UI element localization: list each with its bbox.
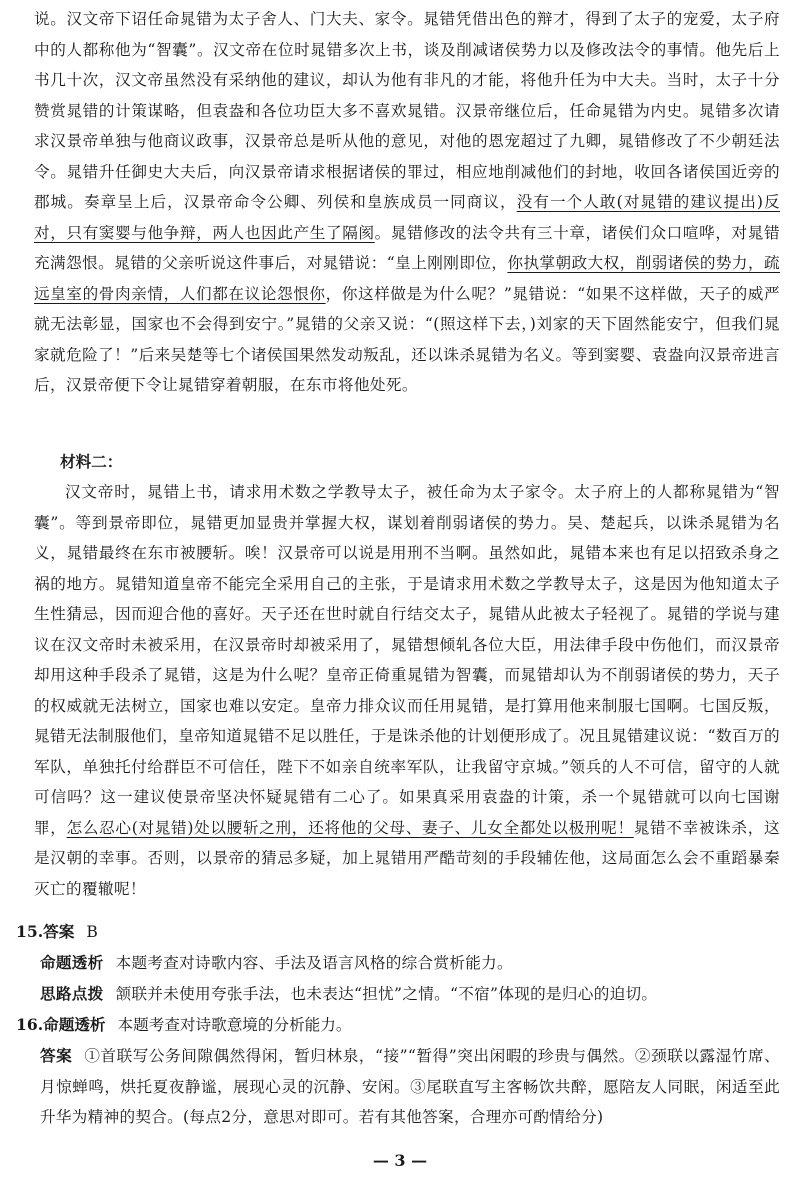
q15-hint-row	[40, 979, 780, 1010]
q15-analysis-label: 命题透析	[40, 953, 104, 972]
q16-analysis: 本题考查对诗歌意境的分析能力。	[117, 1016, 352, 1034]
page-number: — 3 —	[372, 1151, 428, 1170]
q15-answer-label: 答案	[43, 922, 75, 941]
q15-answer: B	[86, 923, 98, 941]
material2-underlined-1: 怎么忍心(对晁错)处以腰斩之刑，还将他的父母、妻子、儿女全都处以极刑呢！	[66, 818, 634, 837]
material2-text-1: 汉文帝时，晁错上书，请求用术数之学教导太子，被任命为太子家令。太子府上的人都称晁错为“智囊”。等到景帝即位，晁错更加显贵并掌握大权，谋划着削弱诸侯的势力。吴、楚起兵，以诛杀晁错为名义，晁错最终在东市被腰斩。唉！汉景帝可以说是用刑不当啊。虽然如此，晁错本来也有足以招致杀身之祸的地方。晁错知道皇帝不能完全采用自己的主张，于是请求用术数之学教导太子，这是因为他知道太子生性猜忌，因而迎合他的喜好。天子还在世时就自行结交太子，晁错从此被太子轻视了。晁错的学说与建议在汉文帝时未被采用，在汉景帝时却被采用了，晁错想倾轧各位大臣，用法律手段中伤他们，而汉景帝却用这种手段杀了晁错，这是为什么呢？皇帝正倚重晁错为智囊，而晁错却认为不削弱诸侯的势力，天子的权威就无法树立，国家也难以安定。皇帝力排众议而任用晁错，是打算用他来制服七国啊。七国反叛，晁错无法制服他们，皇帝知道晁错不足以胜任，于是诛杀他的计划便形成了。况且晁错建议说：“数百万的军队，单独托付给群臣不可信任，陛下不如亲自统率军队，让我留守京城。”领兵的人不可信，留守的人就可信吗？这一建议使景帝坚决怀疑晁错有二心了。如果真采用袁盎的计策，杀一个晁错就可以向七国谢罪，	[34, 483, 780, 837]
material1-underlined-1: 没有一个人敢(对晁错的建议提出)反对，只有窦婴与他争辩，两人也因此产生了隔阂	[34, 193, 780, 242]
q15-hint: 颔联并未使用夸张手法，也未表达“担忧”之情。“不宿”体现的是归心的迫切。	[115, 985, 658, 1003]
q15-hint-label: 思路点拨	[40, 984, 104, 1003]
q16-analysis-label: 命题透析	[43, 1015, 106, 1034]
material1-underlined-2: 你执掌朝政大权，削弱诸侯的势力，疏远皇室的骨肉亲情，人们都在议论怨恨你	[34, 254, 780, 303]
material1-paragraph	[34, 4, 780, 401]
q15-answer-row	[16, 917, 780, 948]
q16-answer-block	[40, 1041, 780, 1133]
material2-paragraph	[34, 477, 780, 904]
material2-text-2: 晁错不幸被诛杀，这是汉朝的幸事。否则，以景帝的猜忌多疑，加上晁错用严酷苛刻的手段辅佐他，这局面怎么会不重蹈暴秦灭亡的覆辙呢！	[34, 818, 780, 898]
q16-answer-label: 答案	[40, 1046, 73, 1065]
q15-analysis-row	[40, 948, 780, 979]
q16-analysis-row	[16, 1010, 780, 1041]
q15-number: 15.	[16, 922, 44, 941]
material2-heading: 材料二：	[60, 452, 123, 471]
material1-text-2: 。晁错修改的法令共有三十章，诸侯们众口喧哗，对晁错充满怨恨。晁错的父亲听说这件事后，对晁错说：“皇上刚刚即位，	[34, 223, 780, 272]
material1-text-1: 说。汉文帝下诏任命晁错为太子舍人、门大夫、家令。晁错凭借出色的辩才，得到了太子的宠爱，太子府中的人都称他为“智囊”。汉文帝在位时晁错多次上书，谈及削减诸侯势力以及修改法令的事情。他先后上书几十次，汉文帝虽然没有采纳他的建议，却认为他有非凡的才能，将他升任为中大夫。当时，太子十分赞赏晁错的计策谋略，但袁盎和各位功臣大多不喜欢晁错。汉景帝继位后，任命晁错为内史。晁错多次请求汉景帝单独与他商议政事，汉景帝总是听从他的意见，对他的恩宠超过了九卿，晁错修改了不少朝廷法令。晁错升任御史大夫后，向汉景帝请求根据诸侯的罪过，相应地削减他们的封地，收回各诸侯国近旁的郡城。奏章呈上后，汉景帝命令公卿、列侯和皇族成员一同商议，	[34, 10, 780, 211]
q15-analysis: 本题考查对诗歌内容、手法及语言风格的综合赏析能力。	[115, 954, 513, 972]
material1-text-3: ，你这样做是为什么呢？”晁错说：“如果不这样做，天子的威严就无法彰显，国家也不会得到安宁。”晁错的父亲又说：“(照这样下去，)刘家的天下固然能安宁，但我们晁家就危险了！”后来吴楚等七个诸侯国果然发动叛乱，还以诛杀晁错为名义。等到窦婴、袁盎向汉景帝进言后，汉景帝便下令让晁错穿着朝服，在东市将他处死。	[34, 284, 781, 394]
q16-number: 16.	[16, 1015, 44, 1034]
q16-answer: ①首联写公务间隙偶然得闲，暂归林泉，“接”“暂得”突出闲暇的珍贵与偶然。②颈联以露湿竹席、月惊蝉鸣，烘托夏夜静谧，展现心灵的沉静、安闲。③尾联直写主客畅饮共醉，愿陪友人同眠，闲适至此升华为精神的契合。(每点2分，意思对即可。若有其他答案，合理亦可酌情给分)	[40, 1047, 781, 1126]
